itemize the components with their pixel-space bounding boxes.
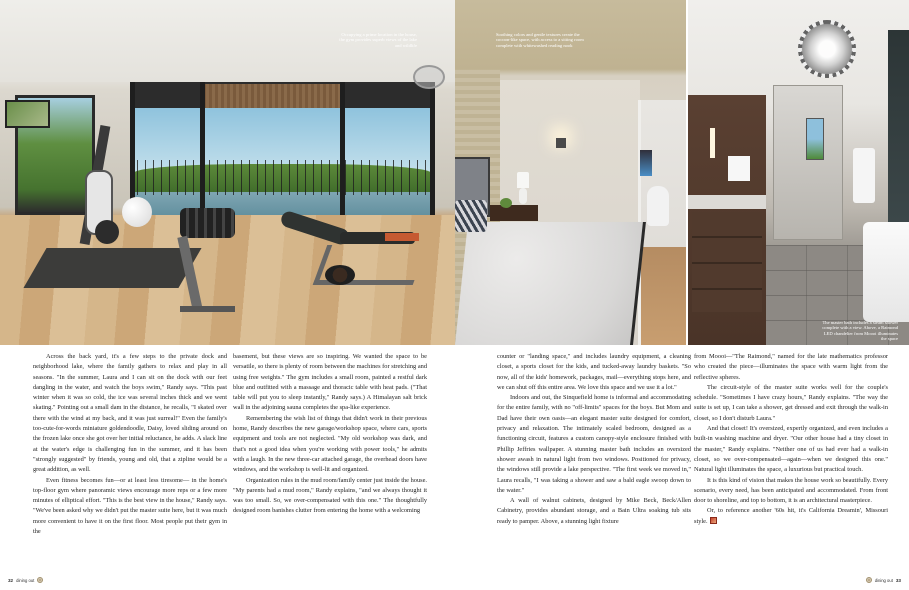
publication-name: dining out <box>874 577 893 583</box>
gym-photo <box>0 0 455 345</box>
sitting-room-tv <box>640 150 652 176</box>
wall-sconce <box>556 138 566 148</box>
glass-shower <box>773 85 843 240</box>
wall-tv <box>5 100 50 128</box>
raimond-chandelier <box>798 20 856 78</box>
last-paragraph <box>694 506 888 527</box>
page-number: 33 <box>895 577 901 583</box>
white-chair <box>647 186 669 226</box>
paragraph: counter or "landing space," and includes laundry equipment, a cleaning closet, a sports closet for the kids, and tucked-away laundry baskets. "So now, all of the kids' homework, packages, mail—everything stops here, and we can shut off this entire area. We love this space and we use it a lot." <box>497 353 691 391</box>
dumbbell-rack <box>175 208 240 318</box>
paragraph: Indoors and out, the Sinquefield home is informal and accommodating for the entire family, with no "off-limits" spaces for the boys. But Mom and Dad have their own oasis—an elegant master suite designed for comfort, privacy and relaxation. The intimately scaled bedroom, designed as a functioning circuit, features a custom canopy-style enclosure finished with Phillip Jeffries wallpaper. A stunning master bath includes an oversized shower awash in natural light from two windows. Positioned for privacy, the windows still provide a lake perspective. "The first week we moved in," Laura recalls, "I was taking a shower and saw a bald eagle swoop down to the water." <box>497 394 691 494</box>
orange-mat <box>385 233 419 241</box>
paragraph: And that closet! It's oversized, expertly organized, and even includes a built-in washing machine and dryer. "Our other house had a tiny closet in the master," Randy explains. "Neither one of us had ever had a walk-in closet, so we over-compensated—again—when we designed this one." Natural light illuminates the space, a luxurious but practical touch. <box>694 425 888 474</box>
bath-photo <box>688 0 909 345</box>
paragraph: Even fitness becomes fun—or at least less tiresome— in the home's top-floor gym where panoramic views encourage more reps or a few more minutes of elliptical effort. "This is the best view in the house," Randy says. "We've been asked why we didn't put the master suite here, but it was much more convenient to have it on the first floor. Most people put their gym in the <box>33 476 227 536</box>
paragraph: A wall of walnut cabinets, designed by Mike Beck, Beck/Allen Cabinetry, provides abundant storage, and a Bain Ultra soaking tub sits ready to pamper. Above, a stunning light fixture <box>497 497 691 525</box>
table-lamp <box>517 172 529 208</box>
nightstand <box>490 205 538 221</box>
vanity-drawers <box>692 212 762 312</box>
publication-logo-icon <box>37 577 43 583</box>
elliptical-machine <box>60 125 130 265</box>
bed-duvet <box>455 222 646 345</box>
bath-photo-caption: The master bath includes a steam shower complete with a view. Above, a Raimond LED chandelier from Moooi illuminates the space <box>822 320 898 342</box>
paragraph: Organization rules in the mud room/family center just inside the house. "My parents had a mud room," Randy explains, "and we always thought it was too small. So, we over-compensated with this one." The thoughtfully designed room banishes clutter from entering the home with a welcoming <box>233 476 427 515</box>
page-number: 32 <box>8 577 14 583</box>
mirror-light <box>710 128 715 158</box>
weight-bench <box>260 220 420 290</box>
paragraph: Across the back yard, it's a few steps to the private dock and neighborhood lake, where the family gathers to relax and play in all seasons. "In the summer, Laura and I can sit on the dock with our feet dangling in the water, and watch the boys swim," Randy says. "This past winter when it was so cold, the ice was several inches thick and we went skating." Pointing out a small dam in the distance, he recalls, "I skated over there with the wind at my back, and it was just surreal!" Even the family's too-cute-for-words miniature goldendoodle, Daisy, loved sliding around on the frozen lake once she got over her initial reluctance, he adds. A slack line at the water's edge is challenging fun in the summer, and it has been "strongly suggested" by friends, young and old, that a zipline would be a great addition, as well. <box>33 353 227 474</box>
folio-left <box>8 577 43 583</box>
paragraph: It is this kind of vision that makes the house work so beautifully. Every scenario, every need, has been anticipated and accommodated. From front door to shoreline, and top to bottom, it is an architectural masterpiece. <box>694 476 888 505</box>
striped-pillow <box>455 200 487 232</box>
paragraph: from Moooi—"The Raimond," named for the late mathematics professor who created the piece—illuminates the space with warm light from the reflective spheres. <box>694 353 888 381</box>
paragraph: Remembering the wish list of things that didn't work in their previous home, Randy describes the new garage/workshop space, where cars, sports equipment and tools are not neglected. "My old workshop was dark, and that's not a good idea when you're working with power tools," he admits with a laugh. In the new three-car attached garage, the overhead doors have windows, and the workshop is well-lit and organized. <box>233 414 427 474</box>
vanity-counter <box>688 195 766 209</box>
shower-window <box>806 118 824 160</box>
hand-towel <box>728 156 750 181</box>
article-column-4 <box>694 352 888 527</box>
plant <box>500 198 512 208</box>
publication-logo-icon <box>866 577 872 583</box>
soaking-tub <box>863 222 909 322</box>
wall-fan <box>413 65 445 89</box>
bedroom-photo-caption: Soothing colors and gentle textures create the cocoon-like space, with access to a sitting room complete with whitewashed reading nook <box>496 32 584 48</box>
paragraph-text: Or, to reference another '60s hit, it's California Dreamin', Missouri style. <box>694 507 888 525</box>
gym-photo-caption: Occupying a prime location in the house, the gym provides superb views of the lake and wildlife <box>339 32 417 48</box>
article-column-1 <box>33 352 227 537</box>
article-column-3 <box>497 352 691 527</box>
end-of-article-mark-icon <box>710 517 717 524</box>
paragraph: basement, but these views are so inspiring. We wanted the space to be versatile, so there is plenty of room between the machines for stretching and using free weights." The gym includes a small room, painted a restful dark blue and outfitted with a massage and thoracic table with heat pads. ("That table will put you to sleep instantly," Randy says.) A Himalayan salt brick wall in the adjoining sauna completes the spa-like experience. <box>233 353 427 412</box>
bedroom-photo <box>455 0 686 345</box>
paragraph: The circuit-style of the master suite works well for the couple's schedule. "Sometimes I have crazy hours," Randy explains. "The way the suite is set up, I can take a shower, get dressed and exit through the walk-in closet, so I don't disturb Laura." <box>694 383 888 422</box>
publication-name: dining out <box>16 577 35 583</box>
dark-tile-wall <box>888 30 909 250</box>
folio-right <box>866 577 901 583</box>
article-column-2 <box>233 352 427 517</box>
deck-railing <box>130 160 435 195</box>
bath-towels <box>853 148 875 203</box>
exercise-ball <box>122 197 152 227</box>
